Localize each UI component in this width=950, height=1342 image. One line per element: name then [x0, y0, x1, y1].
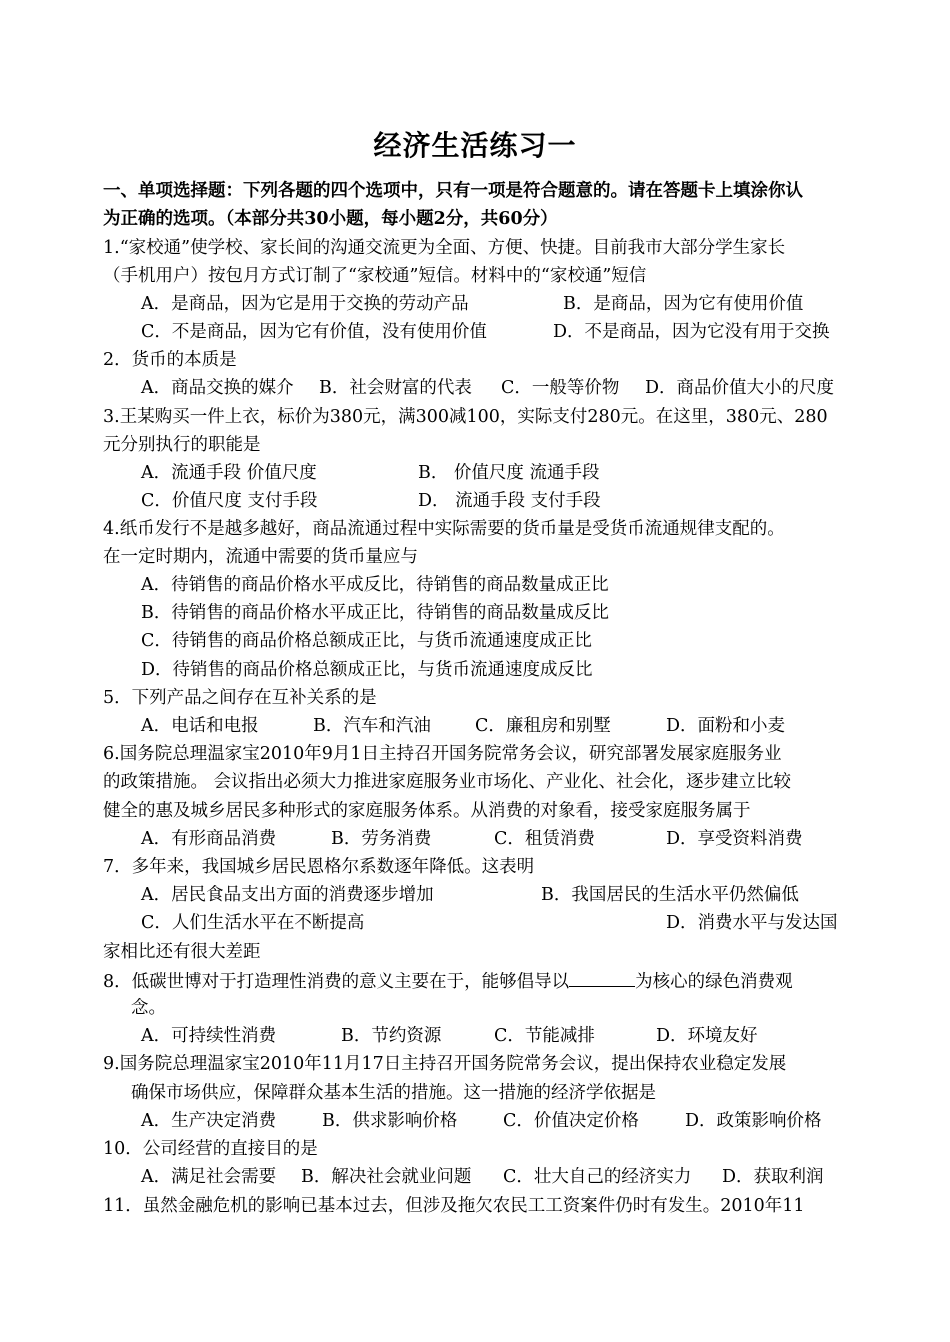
q2-stem: 2．货币的本质是: [103, 350, 237, 370]
q8-answer-blank: [569, 969, 635, 987]
q4-stem-line2: 在一定时期内，流通中需要的货币量应与: [103, 547, 418, 567]
q5-option-a: A．电话和电报: [141, 716, 259, 736]
q8-stem-line2: 念。: [131, 998, 166, 1018]
q4-option-c: C．待销售的商品价格总额成正比，与货币流通速度成正比: [141, 631, 592, 651]
q9-stem-line1: 9.国务院总理温家宝2010年11月17日主持召开国务院常务会议，提出保持农业稳定发展: [103, 1054, 787, 1074]
q6-option-d: D．享受资料消费: [666, 829, 803, 849]
q3-option-a: A．流通手段 价值尺度: [141, 463, 317, 483]
q11-stem-line1: 11．虽然金融危机的影响已基本过去，但涉及拖欠农民工工资案件仍时有发生。2010年11: [103, 1196, 805, 1216]
q1-option-c: C．不是商品，因为它有价值，没有使用价值: [141, 322, 487, 342]
q6-option-b: B．劳务消费: [331, 829, 432, 849]
q9-option-b: B．供求影响价格: [322, 1111, 458, 1131]
q1-stem-line2: （手机用户）按包月方式订制了“家校通”短信。材料中的“家校通”短信: [103, 266, 647, 286]
q8-option-d: D．环境友好: [656, 1026, 758, 1046]
q7-option-a: A．居民食品支出方面的消费逐步增加: [141, 885, 434, 905]
q10-stem: 10．公司经营的直接目的是: [103, 1139, 318, 1159]
q8-stem-before-blank: 8．低碳世博对于打造理性消费的意义主要在于，能够倡导以: [103, 972, 570, 992]
q6-stem-line1: 6.国务院总理温家宝2010年9月1日主持召开国务院常务会议，研究部署发展家庭服务业: [103, 744, 782, 764]
q1-option-b: B．是商品，因为它有使用价值: [563, 294, 804, 314]
q6-option-c: C．租赁消费: [494, 829, 595, 849]
q3-option-b: B． 价值尺度 流通手段: [418, 463, 600, 483]
q2-option-d: D．商品价值大小的尺度: [645, 378, 835, 398]
q9-option-a: A．生产决定消费: [141, 1111, 277, 1131]
q7-option-c: C．人们生活水平在不断提高: [141, 913, 365, 933]
q8-option-c: C．节能减排: [494, 1026, 595, 1046]
q6-option-a: A．有形商品消费: [141, 829, 277, 849]
q8-stem-line1: [103, 969, 793, 993]
q3-stem-line2: 元分别执行的职能是: [103, 435, 261, 455]
q4-option-b: B．待销售的商品价格水平成正比，待销售的商品数量成反比: [141, 603, 609, 623]
q2-option-a: A．商品交换的媒介: [141, 378, 294, 398]
q4-option-a: A．待销售的商品价格水平成反比，待销售的商品数量成正比: [141, 575, 609, 595]
q1-stem-line1: 1.“家校通”使学校、家长间的沟通交流更为全面、方便、快捷。目前我市大部分学生家长: [103, 238, 786, 258]
q6-stem-line2: 的政策措施。 会议指出必须大力推进家庭服务业市场化、产业化、社会化，逐步建立比较: [103, 772, 792, 792]
q9-option-c: C．价值决定价格: [503, 1111, 639, 1131]
q3-option-c: C．价值尺度 支付手段: [141, 491, 318, 511]
q5-option-b: B．汽车和汽油: [313, 716, 431, 736]
q7-option-d-part2: 家相比还有很大差距: [103, 942, 261, 962]
q9-option-d: D．政策影响价格: [685, 1111, 822, 1131]
q5-stem: 5．下列产品之间存在互补关系的是: [103, 688, 377, 708]
q3-option-d: D． 流通手段 支付手段: [418, 491, 601, 511]
q9-stem-line2: 确保市场供应，保障群众基本生活的措施。这一措施的经济学依据是: [131, 1083, 656, 1103]
q7-stem: 7．多年来，我国城乡居民恩格尔系数逐年降低。这表明: [103, 857, 535, 877]
q1-option-d: D．不是商品，因为它没有用于交换: [553, 322, 830, 342]
q8-option-a: A．可持续性消费: [141, 1026, 277, 1046]
q8-option-b: B．节约资源: [341, 1026, 442, 1046]
q2-option-c: C．一般等价物: [501, 378, 620, 398]
q6-stem-line3: 健全的惠及城乡居民多种形式的家庭服务体系。从消费的对象看，接受家庭服务属于: [103, 801, 751, 821]
q4-stem-line1: 4.纸币发行不是越多越好，商品流通过程中实际需要的货币量是受货币流通规律支配的。: [103, 519, 785, 539]
q7-option-d-part1: D．消费水平与发达国: [666, 913, 838, 933]
q4-option-d: D．待销售的商品价格总额成正比，与货币流通速度成反比: [141, 660, 593, 680]
q10-option-c: C．壮大自己的经济实力: [503, 1167, 692, 1187]
q10-option-d: D．获取利润: [722, 1167, 824, 1187]
q7-option-b: B．我国居民的生活水平仍然偏低: [541, 885, 799, 905]
q10-option-b: B．解决社会就业问题: [301, 1167, 472, 1187]
q5-option-d: D．面粉和小麦: [666, 716, 786, 736]
q1-option-a: A．是商品，因为它是用于交换的劳动产品: [141, 294, 469, 314]
q3-stem-line1: 3.王某购买一件上衣，标价为380元，满300减100，实际支付280元。在这里，380元、280: [103, 407, 828, 427]
q10-option-a: A．满足社会需要: [141, 1167, 277, 1187]
section-heading-line2: 为正确的选项。（本部分共30小题，每小题2分，共60分）: [103, 209, 558, 229]
q2-option-b: B．社会财富的代表: [319, 378, 472, 398]
page-title: 经济生活练习一: [373, 129, 577, 162]
q5-option-c: C．廉租房和别墅: [475, 716, 611, 736]
section-heading-line1: 一、单项选择题：下列各题的四个选项中，只有一项是符合题意的。请在答题卡上填涂你认: [103, 181, 803, 201]
q8-stem-after-blank: 为核心的绿色消费观: [635, 972, 793, 992]
